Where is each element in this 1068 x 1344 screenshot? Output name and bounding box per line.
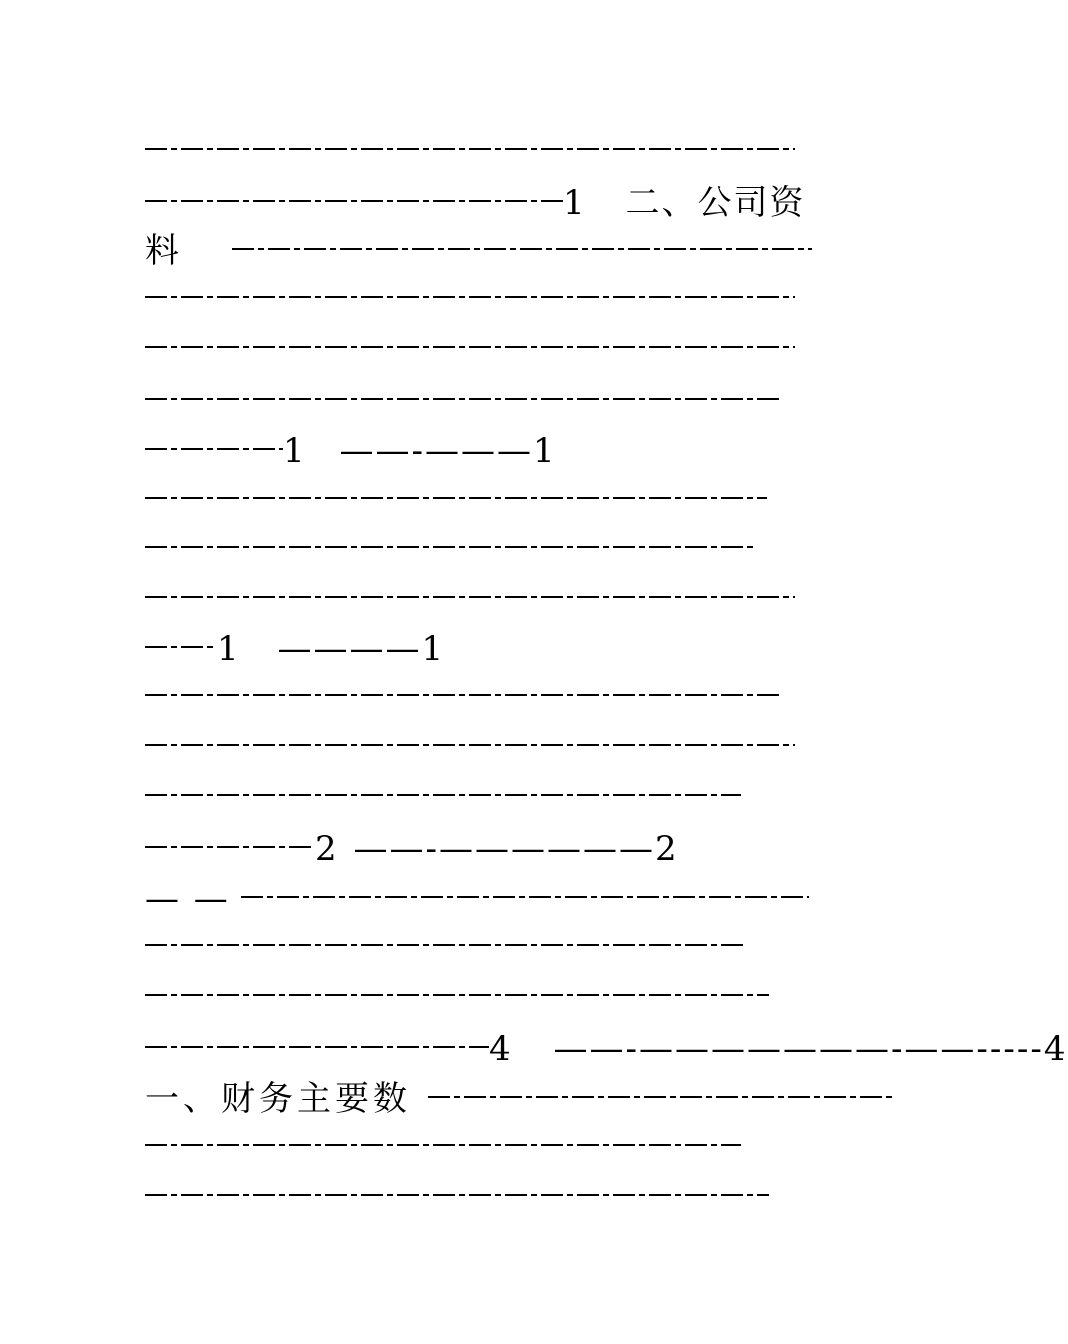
leader-dashes [145, 1194, 769, 1196]
leader-dashes [145, 546, 755, 548]
leader-dashes [241, 896, 809, 898]
toc-entry-title: ——-———————-——-----4 [553, 1029, 1068, 1069]
toc-entry-title: ——-——————2 [353, 829, 679, 869]
leader-dashes [145, 1144, 741, 1146]
toc-page-number: 1 [283, 431, 307, 471]
toc-leader-line [145, 872, 809, 924]
toc-leader-line [145, 970, 769, 1020]
leader-dashes [145, 148, 795, 150]
toc-entry-line [145, 176, 805, 228]
toc-entry-title-cont: 料 [145, 231, 181, 271]
toc-entry-line [145, 622, 445, 674]
toc-leader-line [145, 920, 743, 970]
toc-page-number: 1 [563, 183, 587, 223]
toc-entry-title-cont: 一、财务主要数 [145, 1079, 411, 1119]
leader-dashes [145, 448, 283, 450]
leader-dashes [145, 994, 769, 996]
leader-dashes [145, 694, 781, 696]
leader-dashes [145, 497, 767, 499]
toc-leader-line [145, 374, 781, 424]
toc-leader-line [145, 770, 741, 820]
toc-leader-line [145, 522, 755, 572]
toc-leader-line [145, 272, 795, 322]
leader-dashes [145, 596, 795, 598]
leader-dashes [232, 248, 812, 250]
leader-dashes [428, 1096, 894, 1098]
leader-dashes [145, 944, 743, 946]
toc-entry-title: ——-———1 [339, 431, 557, 471]
toc-entry-title: 二、公司资 [625, 183, 806, 223]
leader-dashes [145, 1046, 489, 1048]
toc-leader-line [145, 720, 795, 770]
toc-entry-line [145, 1022, 1068, 1074]
leader-em-dashes: — — [145, 879, 230, 919]
toc-leader-line [145, 1120, 741, 1170]
toc-leader-line [145, 670, 781, 720]
toc-leader-line [145, 473, 767, 523]
toc-entry-line [145, 424, 557, 476]
toc-page-number: 4 [489, 1029, 513, 1069]
leader-dashes [145, 346, 795, 348]
leader-dashes [145, 744, 795, 746]
toc-entry-title: ————1 [277, 629, 446, 669]
toc-leader-line [145, 572, 795, 622]
leader-dashes [145, 398, 781, 400]
toc-entry-line [145, 822, 679, 874]
leader-dashes [145, 846, 315, 848]
leader-dashes [145, 296, 795, 298]
leader-dashes [145, 794, 741, 796]
toc-page-number: 1 [217, 629, 241, 669]
toc-page-number: 2 [315, 829, 339, 869]
toc-leader-line [145, 322, 795, 372]
toc-entry-line [145, 1072, 894, 1124]
leader-dashes [145, 646, 217, 648]
toc-leader-line [145, 124, 795, 174]
leader-dashes [145, 200, 563, 202]
toc-entry-line [145, 224, 812, 276]
toc-leader-line [145, 1170, 769, 1220]
